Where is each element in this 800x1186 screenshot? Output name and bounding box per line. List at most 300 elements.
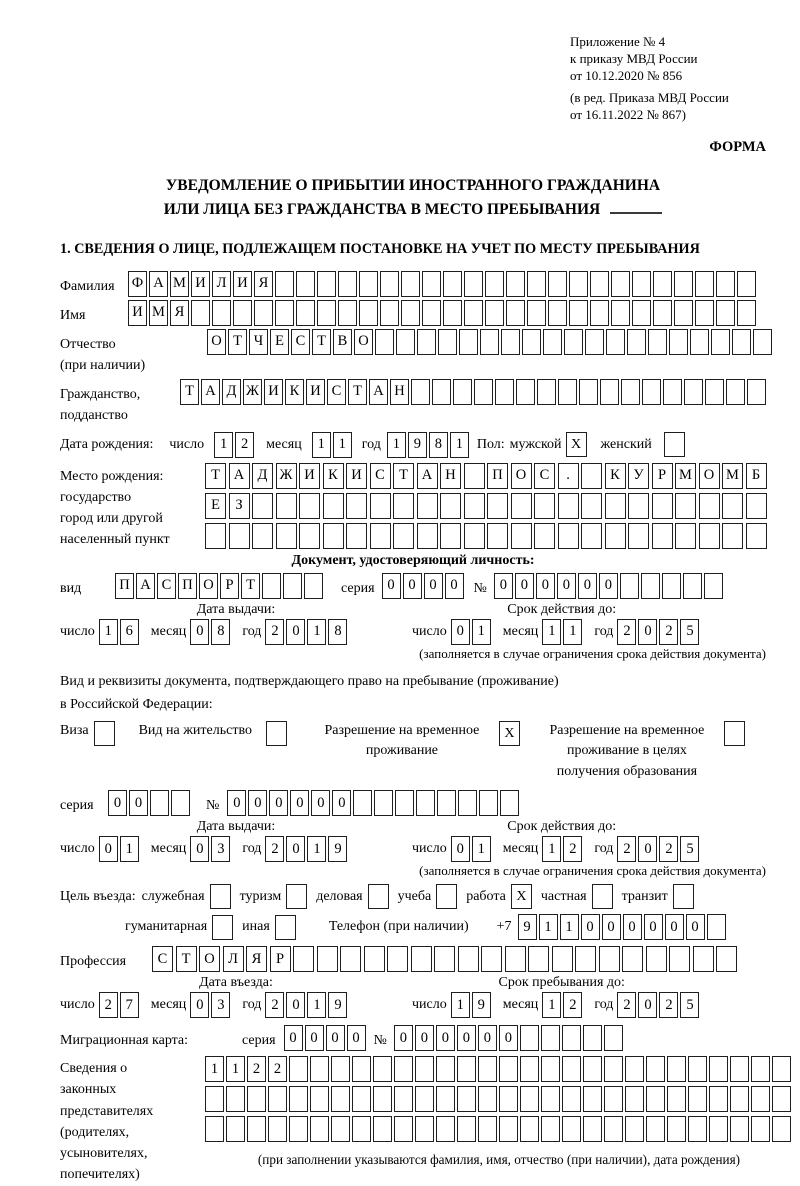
char-box[interactable] [669, 329, 688, 355]
char-box[interactable] [293, 946, 314, 972]
char-box[interactable] [415, 1056, 434, 1082]
char-box[interactable] [247, 1086, 266, 1112]
char-box[interactable] [642, 379, 661, 405]
char-box[interactable] [562, 1116, 581, 1142]
char-box[interactable]: И [233, 271, 252, 297]
char-box[interactable] [417, 493, 438, 519]
char-box[interactable] [499, 1056, 518, 1082]
char-box[interactable] [352, 1056, 371, 1082]
char-box[interactable] [707, 914, 726, 940]
char-box[interactable]: О [354, 329, 373, 355]
char-box[interactable]: 1 [542, 836, 561, 862]
char-box[interactable] [464, 463, 485, 489]
char-box[interactable] [527, 271, 546, 297]
purpose-private-checkbox[interactable] [592, 884, 613, 909]
char-box[interactable] [688, 1116, 707, 1142]
char-box[interactable] [516, 379, 535, 405]
char-box[interactable] [628, 523, 649, 549]
char-box[interactable]: К [285, 379, 304, 405]
char-box[interactable]: 1 [542, 619, 561, 645]
char-box[interactable] [229, 523, 250, 549]
char-box[interactable] [653, 300, 672, 326]
char-box[interactable]: Т [180, 379, 199, 405]
char-box[interactable] [262, 573, 281, 599]
char-box[interactable]: Т [393, 463, 414, 489]
sex-male-checkbox[interactable]: X [566, 432, 587, 457]
char-box[interactable]: 0 [286, 836, 305, 862]
char-box[interactable] [458, 790, 477, 816]
char-box[interactable] [716, 271, 735, 297]
char-box[interactable] [289, 1086, 308, 1112]
char-box[interactable]: 1 [563, 619, 582, 645]
char-box[interactable] [432, 379, 451, 405]
char-box[interactable]: Ч [249, 329, 268, 355]
char-box[interactable]: 8 [211, 619, 230, 645]
char-box[interactable] [684, 379, 703, 405]
char-box[interactable]: 0 [451, 619, 470, 645]
char-box[interactable] [373, 1086, 392, 1112]
char-box[interactable] [359, 271, 378, 297]
char-box[interactable]: 0 [599, 573, 618, 599]
char-box[interactable] [375, 329, 394, 355]
char-box[interactable] [581, 463, 602, 489]
char-box[interactable] [296, 271, 315, 297]
char-box[interactable] [353, 790, 372, 816]
char-box[interactable] [443, 300, 462, 326]
char-box[interactable] [621, 379, 640, 405]
char-box[interactable] [359, 300, 378, 326]
char-box[interactable] [585, 329, 604, 355]
char-box[interactable] [730, 1086, 749, 1112]
char-box[interactable]: Р [652, 463, 673, 489]
char-box[interactable] [590, 300, 609, 326]
char-box[interactable] [364, 946, 385, 972]
char-box[interactable]: 9 [328, 836, 347, 862]
char-box[interactable] [416, 790, 435, 816]
char-box[interactable]: Н [440, 463, 461, 489]
char-box[interactable] [527, 300, 546, 326]
char-box[interactable]: 2 [247, 1056, 266, 1082]
char-box[interactable] [583, 1025, 602, 1051]
char-box[interactable]: С [291, 329, 310, 355]
char-box[interactable]: 0 [436, 1025, 455, 1051]
char-box[interactable]: О [207, 329, 226, 355]
char-box[interactable] [772, 1086, 791, 1112]
char-box[interactable] [417, 523, 438, 549]
char-box[interactable] [393, 493, 414, 519]
char-box[interactable] [667, 1056, 686, 1082]
char-box[interactable]: 0 [311, 790, 330, 816]
char-box[interactable]: 2 [659, 836, 678, 862]
char-box[interactable] [511, 493, 532, 519]
char-box[interactable] [548, 300, 567, 326]
char-box[interactable]: Н [390, 379, 409, 405]
char-box[interactable]: 6 [120, 619, 139, 645]
char-box[interactable] [620, 573, 639, 599]
char-box[interactable] [604, 1116, 623, 1142]
char-box[interactable]: Я [246, 946, 267, 972]
char-box[interactable]: 9 [408, 432, 427, 458]
char-box[interactable] [688, 1056, 707, 1082]
char-box[interactable]: Р [270, 946, 291, 972]
char-box[interactable] [520, 1116, 539, 1142]
char-box[interactable]: Т [348, 379, 367, 405]
char-box[interactable] [746, 523, 767, 549]
char-box[interactable] [711, 329, 730, 355]
char-box[interactable]: 0 [415, 1025, 434, 1051]
char-box[interactable] [310, 1056, 329, 1082]
char-box[interactable] [600, 379, 619, 405]
char-box[interactable] [289, 1056, 308, 1082]
char-box[interactable] [380, 271, 399, 297]
char-box[interactable] [485, 271, 504, 297]
char-box[interactable] [331, 1116, 350, 1142]
char-box[interactable] [479, 790, 498, 816]
purpose-work-checkbox[interactable]: X [511, 884, 532, 909]
char-box[interactable] [675, 523, 696, 549]
char-box[interactable] [534, 523, 555, 549]
char-box[interactable] [401, 271, 420, 297]
char-box[interactable] [374, 790, 393, 816]
char-box[interactable] [458, 946, 479, 972]
char-box[interactable]: 0 [248, 790, 267, 816]
char-box[interactable] [625, 1056, 644, 1082]
char-box[interactable] [632, 271, 651, 297]
char-box[interactable] [611, 271, 630, 297]
char-box[interactable]: 2 [563, 836, 582, 862]
char-box[interactable] [716, 946, 737, 972]
char-box[interactable]: 0 [305, 1025, 324, 1051]
char-box[interactable] [506, 300, 525, 326]
char-box[interactable]: 0 [578, 573, 597, 599]
char-box[interactable]: 0 [332, 790, 351, 816]
char-box[interactable] [709, 1086, 728, 1112]
char-box[interactable] [346, 523, 367, 549]
char-box[interactable] [205, 1116, 224, 1142]
char-box[interactable]: 0 [286, 992, 305, 1018]
char-box[interactable]: 1 [333, 432, 352, 458]
char-box[interactable]: 7 [120, 992, 139, 1018]
char-box[interactable] [520, 1086, 539, 1112]
char-box[interactable] [605, 523, 626, 549]
char-box[interactable] [726, 379, 745, 405]
char-box[interactable]: 1 [214, 432, 233, 458]
char-box[interactable] [520, 1056, 539, 1082]
char-box[interactable]: 2 [99, 992, 118, 1018]
char-box[interactable]: П [115, 573, 134, 599]
char-box[interactable] [552, 946, 573, 972]
char-box[interactable] [191, 300, 210, 326]
char-box[interactable] [247, 1116, 266, 1142]
char-box[interactable] [276, 493, 297, 519]
char-box[interactable]: 1 [451, 992, 470, 1018]
char-box[interactable]: Я [254, 271, 273, 297]
char-box[interactable] [541, 1056, 560, 1082]
char-box[interactable] [662, 573, 681, 599]
char-box[interactable]: К [605, 463, 626, 489]
purpose-other-checkbox[interactable] [275, 915, 296, 940]
char-box[interactable]: 1 [472, 619, 491, 645]
sex-female-checkbox[interactable] [664, 432, 685, 457]
char-box[interactable]: Л [212, 271, 231, 297]
char-box[interactable] [751, 1056, 770, 1082]
char-box[interactable]: 0 [602, 914, 621, 940]
char-box[interactable] [604, 1086, 623, 1112]
char-box[interactable]: 5 [680, 992, 699, 1018]
char-box[interactable] [716, 300, 735, 326]
char-box[interactable]: С [157, 573, 176, 599]
char-box[interactable] [674, 271, 693, 297]
char-box[interactable] [415, 1086, 434, 1112]
char-box[interactable] [646, 1056, 665, 1082]
char-box[interactable] [709, 1056, 728, 1082]
char-box[interactable]: Т [176, 946, 197, 972]
char-box[interactable]: . [558, 463, 579, 489]
char-box[interactable] [268, 1086, 287, 1112]
char-box[interactable] [732, 329, 751, 355]
char-box[interactable]: 5 [680, 836, 699, 862]
char-box[interactable] [457, 1086, 476, 1112]
char-box[interactable]: 0 [665, 914, 684, 940]
char-box[interactable] [252, 523, 273, 549]
char-box[interactable]: 8 [328, 619, 347, 645]
char-box[interactable] [478, 1116, 497, 1142]
char-box[interactable] [437, 790, 456, 816]
char-box[interactable] [522, 329, 541, 355]
char-box[interactable]: О [699, 463, 720, 489]
char-box[interactable]: О [199, 946, 220, 972]
char-box[interactable]: 1 [539, 914, 558, 940]
char-box[interactable] [627, 329, 646, 355]
char-box[interactable] [693, 946, 714, 972]
char-box[interactable] [296, 300, 315, 326]
char-box[interactable] [562, 1086, 581, 1112]
char-box[interactable]: 2 [617, 836, 636, 862]
char-box[interactable]: 0 [347, 1025, 366, 1051]
char-box[interactable] [648, 329, 667, 355]
char-box[interactable] [753, 329, 772, 355]
char-box[interactable]: 2 [617, 619, 636, 645]
char-box[interactable] [464, 523, 485, 549]
char-box[interactable] [387, 946, 408, 972]
char-box[interactable]: 0 [581, 914, 600, 940]
char-box[interactable]: М [149, 300, 168, 326]
char-box[interactable] [579, 379, 598, 405]
char-box[interactable]: 0 [557, 573, 576, 599]
char-box[interactable] [205, 523, 226, 549]
char-box[interactable]: Т [228, 329, 247, 355]
char-box[interactable]: 0 [536, 573, 555, 599]
char-box[interactable] [457, 1116, 476, 1142]
purpose-humanitarian-checkbox[interactable] [212, 915, 233, 940]
char-box[interactable] [669, 946, 690, 972]
char-box[interactable]: 0 [326, 1025, 345, 1051]
char-box[interactable] [747, 379, 766, 405]
char-box[interactable] [652, 523, 673, 549]
char-box[interactable]: 0 [382, 573, 401, 599]
char-box[interactable] [688, 1086, 707, 1112]
char-box[interactable] [276, 523, 297, 549]
char-box[interactable] [500, 790, 519, 816]
char-box[interactable] [564, 329, 583, 355]
char-box[interactable] [317, 271, 336, 297]
char-box[interactable]: 1 [226, 1056, 245, 1082]
char-box[interactable] [283, 573, 302, 599]
char-box[interactable]: 0 [394, 1025, 413, 1051]
char-box[interactable] [772, 1056, 791, 1082]
char-box[interactable] [275, 271, 294, 297]
char-box[interactable] [415, 1116, 434, 1142]
char-box[interactable] [541, 1025, 560, 1051]
char-box[interactable] [323, 523, 344, 549]
char-box[interactable]: А [201, 379, 220, 405]
char-box[interactable]: 0 [638, 836, 657, 862]
char-box[interactable]: М [170, 271, 189, 297]
char-box[interactable]: 2 [235, 432, 254, 458]
char-box[interactable] [453, 379, 472, 405]
char-box[interactable]: 1 [205, 1056, 224, 1082]
purpose-business-checkbox[interactable] [368, 884, 389, 909]
char-box[interactable] [690, 329, 709, 355]
char-box[interactable] [695, 300, 714, 326]
char-box[interactable] [373, 1116, 392, 1142]
char-box[interactable]: 0 [445, 573, 464, 599]
char-box[interactable]: Т [205, 463, 226, 489]
char-box[interactable] [150, 790, 169, 816]
char-box[interactable]: 9 [328, 992, 347, 1018]
char-box[interactable]: В [333, 329, 352, 355]
char-box[interactable]: 0 [108, 790, 127, 816]
char-box[interactable] [675, 493, 696, 519]
char-box[interactable] [268, 1116, 287, 1142]
residence-permit-checkbox[interactable] [266, 721, 287, 746]
char-box[interactable]: С [327, 379, 346, 405]
char-box[interactable]: И [299, 463, 320, 489]
char-box[interactable]: 1 [560, 914, 579, 940]
char-box[interactable]: 0 [269, 790, 288, 816]
purpose-transit-checkbox[interactable] [673, 884, 694, 909]
char-box[interactable]: М [722, 463, 743, 489]
char-box[interactable]: 0 [686, 914, 705, 940]
char-box[interactable] [310, 1116, 329, 1142]
visa-checkbox[interactable] [94, 721, 115, 746]
char-box[interactable] [520, 1025, 539, 1051]
char-box[interactable] [569, 271, 588, 297]
char-box[interactable]: И [306, 379, 325, 405]
char-box[interactable] [457, 1056, 476, 1082]
char-box[interactable]: З [229, 493, 250, 519]
char-box[interactable]: 0 [290, 790, 309, 816]
char-box[interactable]: Д [252, 463, 273, 489]
char-box[interactable] [575, 946, 596, 972]
char-box[interactable] [737, 271, 756, 297]
char-box[interactable] [548, 271, 567, 297]
char-box[interactable] [495, 379, 514, 405]
char-box[interactable] [411, 379, 430, 405]
char-box[interactable] [667, 1086, 686, 1112]
char-box[interactable]: С [152, 946, 173, 972]
char-box[interactable]: 0 [638, 992, 657, 1018]
char-box[interactable] [380, 300, 399, 326]
char-box[interactable]: 0 [623, 914, 642, 940]
char-box[interactable] [226, 1116, 245, 1142]
char-box[interactable]: А [149, 271, 168, 297]
char-box[interactable] [581, 493, 602, 519]
char-box[interactable]: Л [223, 946, 244, 972]
char-box[interactable]: 1 [387, 432, 406, 458]
char-box[interactable] [411, 946, 432, 972]
char-box[interactable] [511, 523, 532, 549]
char-box[interactable] [171, 790, 190, 816]
char-box[interactable] [464, 271, 483, 297]
char-box[interactable] [370, 523, 391, 549]
char-box[interactable] [599, 946, 620, 972]
purpose-tourism-checkbox[interactable] [286, 884, 307, 909]
char-box[interactable] [338, 300, 357, 326]
char-box[interactable] [652, 493, 673, 519]
char-box[interactable]: И [264, 379, 283, 405]
char-box[interactable]: 0 [424, 573, 443, 599]
char-box[interactable]: 1 [307, 619, 326, 645]
temp-residence-checkbox[interactable]: X [499, 721, 520, 746]
char-box[interactable]: 1 [542, 992, 561, 1018]
char-box[interactable] [737, 300, 756, 326]
purpose-study-checkbox[interactable] [436, 884, 457, 909]
char-box[interactable]: 0 [478, 1025, 497, 1051]
char-box[interactable] [528, 946, 549, 972]
char-box[interactable] [299, 523, 320, 549]
char-box[interactable]: 2 [265, 836, 284, 862]
char-box[interactable] [474, 379, 493, 405]
char-box[interactable]: 0 [286, 619, 305, 645]
char-box[interactable]: М [675, 463, 696, 489]
char-box[interactable] [254, 300, 273, 326]
char-box[interactable] [275, 300, 294, 326]
char-box[interactable] [722, 523, 743, 549]
char-box[interactable]: П [178, 573, 197, 599]
char-box[interactable] [440, 523, 461, 549]
char-box[interactable] [370, 493, 391, 519]
char-box[interactable] [699, 523, 720, 549]
char-box[interactable]: 9 [472, 992, 491, 1018]
char-box[interactable]: 0 [638, 619, 657, 645]
char-box[interactable]: 2 [659, 992, 678, 1018]
char-box[interactable] [541, 1086, 560, 1112]
char-box[interactable] [373, 1056, 392, 1082]
char-box[interactable]: 0 [494, 573, 513, 599]
char-box[interactable] [583, 1086, 602, 1112]
char-box[interactable]: Ф [128, 271, 147, 297]
char-box[interactable] [534, 493, 555, 519]
char-box[interactable] [422, 300, 441, 326]
char-box[interactable]: Б [746, 463, 767, 489]
char-box[interactable] [436, 1056, 455, 1082]
char-box[interactable]: Я [170, 300, 189, 326]
purpose-official-checkbox[interactable] [210, 884, 231, 909]
char-box[interactable] [401, 300, 420, 326]
char-box[interactable] [581, 523, 602, 549]
char-box[interactable] [632, 300, 651, 326]
char-box[interactable] [543, 329, 562, 355]
char-box[interactable]: О [199, 573, 218, 599]
char-box[interactable] [346, 493, 367, 519]
char-box[interactable]: 2 [659, 619, 678, 645]
char-box[interactable]: 0 [227, 790, 246, 816]
char-box[interactable] [352, 1086, 371, 1112]
char-box[interactable] [340, 946, 361, 972]
char-box[interactable] [499, 1086, 518, 1112]
char-box[interactable] [323, 493, 344, 519]
